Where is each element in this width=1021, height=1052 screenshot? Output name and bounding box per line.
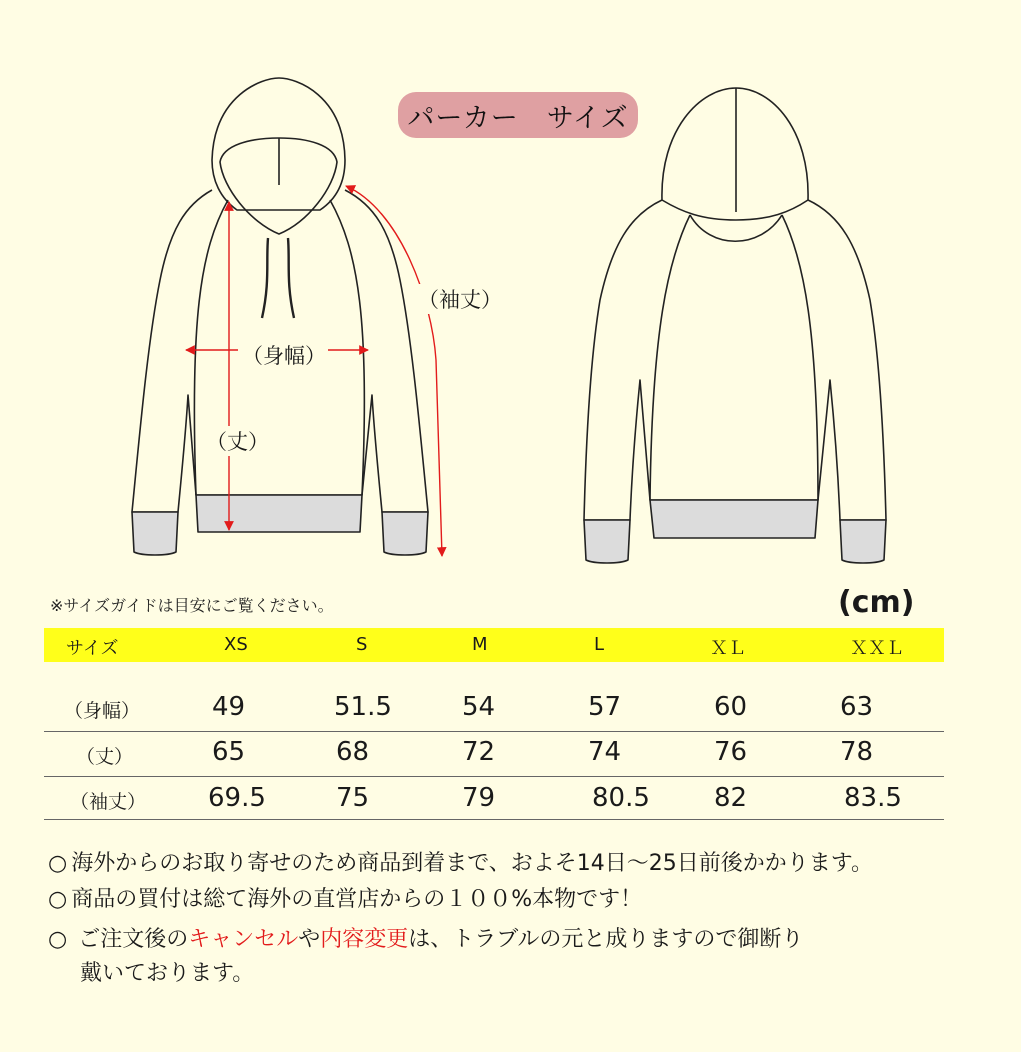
table-cell: 54 (462, 692, 496, 722)
table-cell: 68 (336, 737, 370, 767)
circle-bullet-icon: ○ (48, 887, 68, 912)
table-cell: 74 (588, 737, 622, 767)
note-cancellation: ○ ご注文後のキャンセルや内容変更は、トラブルの元と成りますので御断り (48, 927, 804, 952)
size-xs: XS (224, 634, 248, 655)
unit-label: (cm) (838, 585, 915, 620)
size-l: L (594, 634, 605, 655)
table-cell: 83.5 (844, 783, 902, 813)
cancel-highlight: キャンセル (188, 927, 299, 952)
change-highlight: 内容変更 (320, 927, 409, 952)
table-cell: 82 (714, 783, 748, 813)
circle-bullet-icon: ○ (48, 851, 68, 876)
table-cell: 75 (336, 783, 370, 813)
size-guide-note: ※サイズガイドは目安にご覧ください。 (50, 596, 334, 615)
sleeve-length-label: （袖丈） (416, 284, 504, 314)
table-cell: 60 (714, 692, 748, 722)
note-cancellation-cont: 戴いております。 (80, 961, 255, 986)
size-table-header (44, 628, 944, 662)
row-divider (44, 731, 944, 732)
table-cell: 65 (212, 737, 246, 767)
size-m: M (472, 634, 488, 655)
circle-bullet-icon: ○ (48, 927, 68, 952)
table-cell: 49 (212, 692, 246, 722)
table-cell: 76 (714, 737, 748, 767)
size-xxl: ＸＸＬ (850, 638, 904, 659)
row-label-sleeve: （袖丈） (70, 791, 147, 813)
row-divider (44, 776, 944, 777)
row-label-width: （身幅） (64, 700, 141, 722)
note-authentic: ○ 商品の買付は総て海外の直営店からの１００%本物です！ (48, 887, 643, 912)
table-cell: 51.5 (334, 692, 392, 722)
note-shipping: ○ 海外からのお取り寄せのため商品到着まで、およそ14日〜25日前後かかります。 (48, 851, 873, 876)
table-cell: 57 (588, 692, 622, 722)
front-hoodie-icon (132, 78, 428, 555)
body-length-label: （丈） (204, 426, 271, 456)
table-cell: 78 (840, 737, 874, 767)
table-cell: 63 (840, 692, 874, 722)
row-divider (44, 819, 944, 820)
table-cell: 80.5 (592, 783, 650, 813)
page-title: パーカー サイズ (398, 92, 638, 138)
size-header-label: サイズ (66, 638, 119, 659)
size-xl: ＸＬ (710, 638, 746, 659)
row-label-length: （丈） (76, 746, 134, 768)
body-width-label: （身幅） (240, 340, 328, 370)
table-cell: 79 (462, 783, 496, 813)
table-cell: 69.5 (208, 783, 266, 813)
table-cell: 72 (462, 737, 496, 767)
size-s: S (356, 634, 368, 655)
back-hoodie-icon (584, 88, 886, 563)
